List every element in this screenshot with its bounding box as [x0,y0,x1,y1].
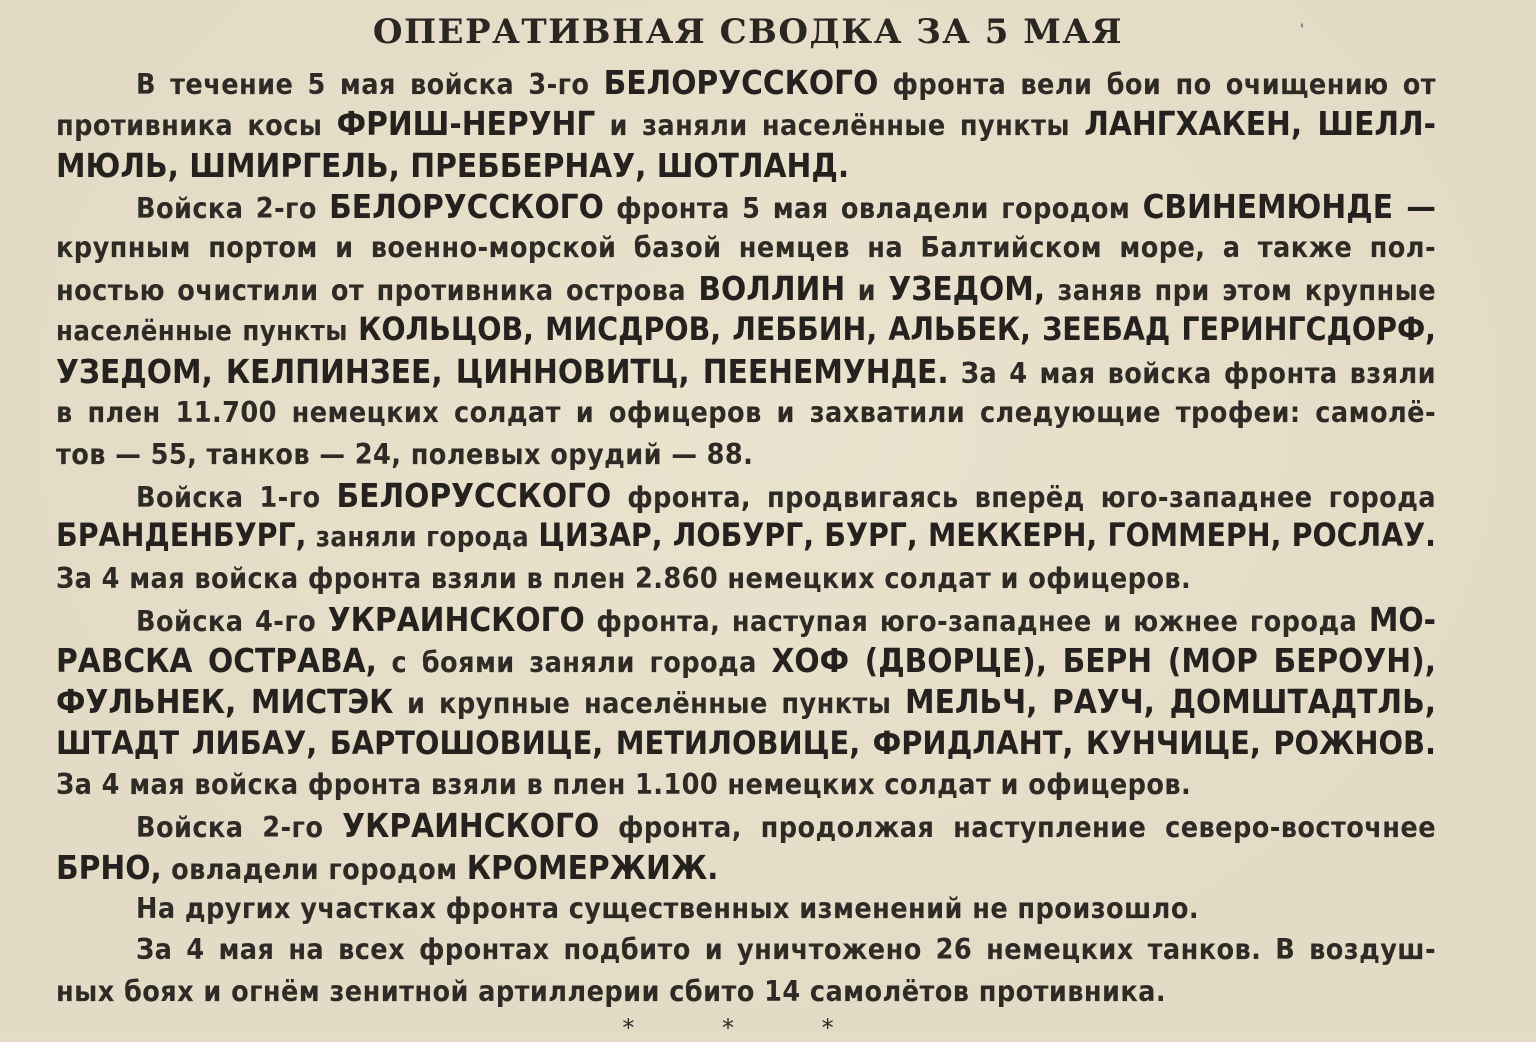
text-line [56,310,1436,351]
text-segment: В течение 5 мая войска 3-го [136,68,604,101]
text-line [56,681,1436,722]
text-segment: заняв при этом крупные [1045,274,1436,308]
text-segment: фронта, наступая юго-западнее и южнее города [584,604,1369,638]
text-segment: заняли города [306,522,539,554]
text-line [56,516,1436,557]
text-line [56,847,1436,888]
text-segment: фронта, продолжая наступление северо-восточнее [599,811,1436,845]
place-name: ФУЛЬНЕК, МИСТЭК [56,682,394,722]
text-line [56,227,1436,268]
place-name: МО- [1368,599,1436,639]
place-name: ХОФ (ДВОРЦЕ), БЕРН (МОР БЕРОУН), [771,641,1436,681]
place-name: БРНО, [56,847,162,887]
report-body [56,62,1436,1012]
place-name: ЦИЗАР, ЛОБУРГ, БУРГ, МЕККЕРН, ГОММЕРН, РОСЛАУ. [538,518,1436,555]
place-name: МЕЛЬЧ, РАУЧ, ДОМШТАДТЛЬ, [905,682,1436,722]
place-name: ФРИШ-НЕРУНГ [336,104,596,144]
page-title: ОПЕРАТИВНАЯ СВОДКА ЗА 5 МАЯ [372,12,1124,52]
text-line [56,558,1436,599]
place-name: КОЛЬЦОВ, МИСДРОВ, ЛЕББИН, АЛЬБЕК, ЗЕЕБАД ГЕРИНГСДОРФ, [358,311,1436,348]
text-segment: На других участках фронта существенных изменений не произошло. [136,891,1199,925]
place-name: ШТАДТ ЛИБАУ, БАРТОШОВИЦЕ, МЕТИЛОВИЦЕ, ФРИДЛАНТ, КУНЧИЦЕ, РОЖНОВ. [56,723,1436,762]
place-name: МЮЛЬ, ШМИРГЕЛЬ, ПРЕББЕРНАУ, ШОТЛАНД. [56,145,850,185]
text-segment: в плен 11.700 немецких солдат и офицеров и захватили следующие трофеи: самолё- [56,396,1436,430]
text-segment: крупным портом и военно-морской базой немцев на Балтийском море, а также пол- [56,231,1436,265]
margin-tick-mark: ' [1300,22,1304,38]
text-line [56,971,1436,1012]
text-segment: и [845,274,889,308]
text-segment: и крупные населённые пункты [393,687,906,721]
text-segment: противника косы [56,109,337,143]
place-name: БРАНДЕНБУРГ, [56,518,307,555]
text-line [56,351,1436,392]
text-line [56,929,1436,970]
text-line [56,103,1436,144]
text-line [56,640,1436,681]
text-segment: тов — 55, танков — 24, полевых орудий — 88. [56,437,754,471]
text-line [56,186,1436,227]
text-segment: фронта 5 мая овладели городом [603,191,1143,225]
text-segment: ных боях и огнём зенитной артиллерии сбито 14 самолётов противника. [56,974,1167,1008]
text-line [56,805,1436,846]
place-name: УЗЕДОМ, [888,269,1046,309]
text-segment: и заняли населённые пункты [595,109,1085,143]
place-name: БЕЛОРУССКОГО [603,63,879,102]
text-line [56,62,1436,103]
text-line [56,268,1436,309]
text-line [56,723,1436,764]
place-name: УКРАИНСКОГО [342,806,600,846]
place-name: РАВСКА ОСТРАВА, [56,641,377,681]
text-line [56,475,1436,516]
text-segment: Войска 1-го [136,480,337,514]
text-segment: Войска 2-го [136,191,330,225]
text-segment: За 4 мая войска фронта взяли в плен 1.100 немецких солдат и офицеров. [56,768,1192,802]
text-line [56,434,1436,475]
place-name: УКРАИНСКОГО [327,599,585,639]
text-line [56,145,1436,186]
text-segment: овладели городом [161,852,467,886]
text-line [56,392,1436,433]
text-segment: фронта вели бои по очищению от [878,68,1436,101]
place-name: ЛАНГХАКЕН, ШЕЛЛ- [1084,104,1437,144]
text-segment: За 4 мая войска фронта взяли [948,357,1436,391]
place-name: БЕЛОРУССКОГО [336,475,612,515]
place-name: КРОМЕРЖИЖ. [466,847,719,887]
place-name: УЗЕДОМ, КЕЛПИНЗЕЕ, ЦИННОВИТЦ, ПЕЕНЕМУНДЕ. [56,352,949,392]
text-segment: Войска 2-го [136,811,343,845]
text-line [56,888,1436,929]
text-segment: населённые пункты [56,315,359,347]
text-line [56,599,1436,640]
text-segment: Войска 4-го [136,604,328,638]
text-segment: с боями заняли города [376,646,772,680]
text-segment: За 4 мая войска фронта взяли в плен 2.860 немецких солдат и офицеров. [56,561,1192,595]
footer-ornament: * * * [622,1014,874,1042]
text-line [56,764,1436,805]
text-segment: ностью очистили от противника острова [56,274,699,308]
place-name: ВОЛЛИН [698,269,846,309]
place-name: БЕЛОРУССКОГО [329,186,604,226]
text-segment: фронта, продвигаясь вперёд юго-западнее города [611,480,1436,514]
place-name: СВИНЕМЮНДЕ — [1142,186,1436,226]
text-segment: За 4 мая на всех фронтах подбито и уничтожено 26 немецких танков. В воздуш- [136,933,1436,967]
